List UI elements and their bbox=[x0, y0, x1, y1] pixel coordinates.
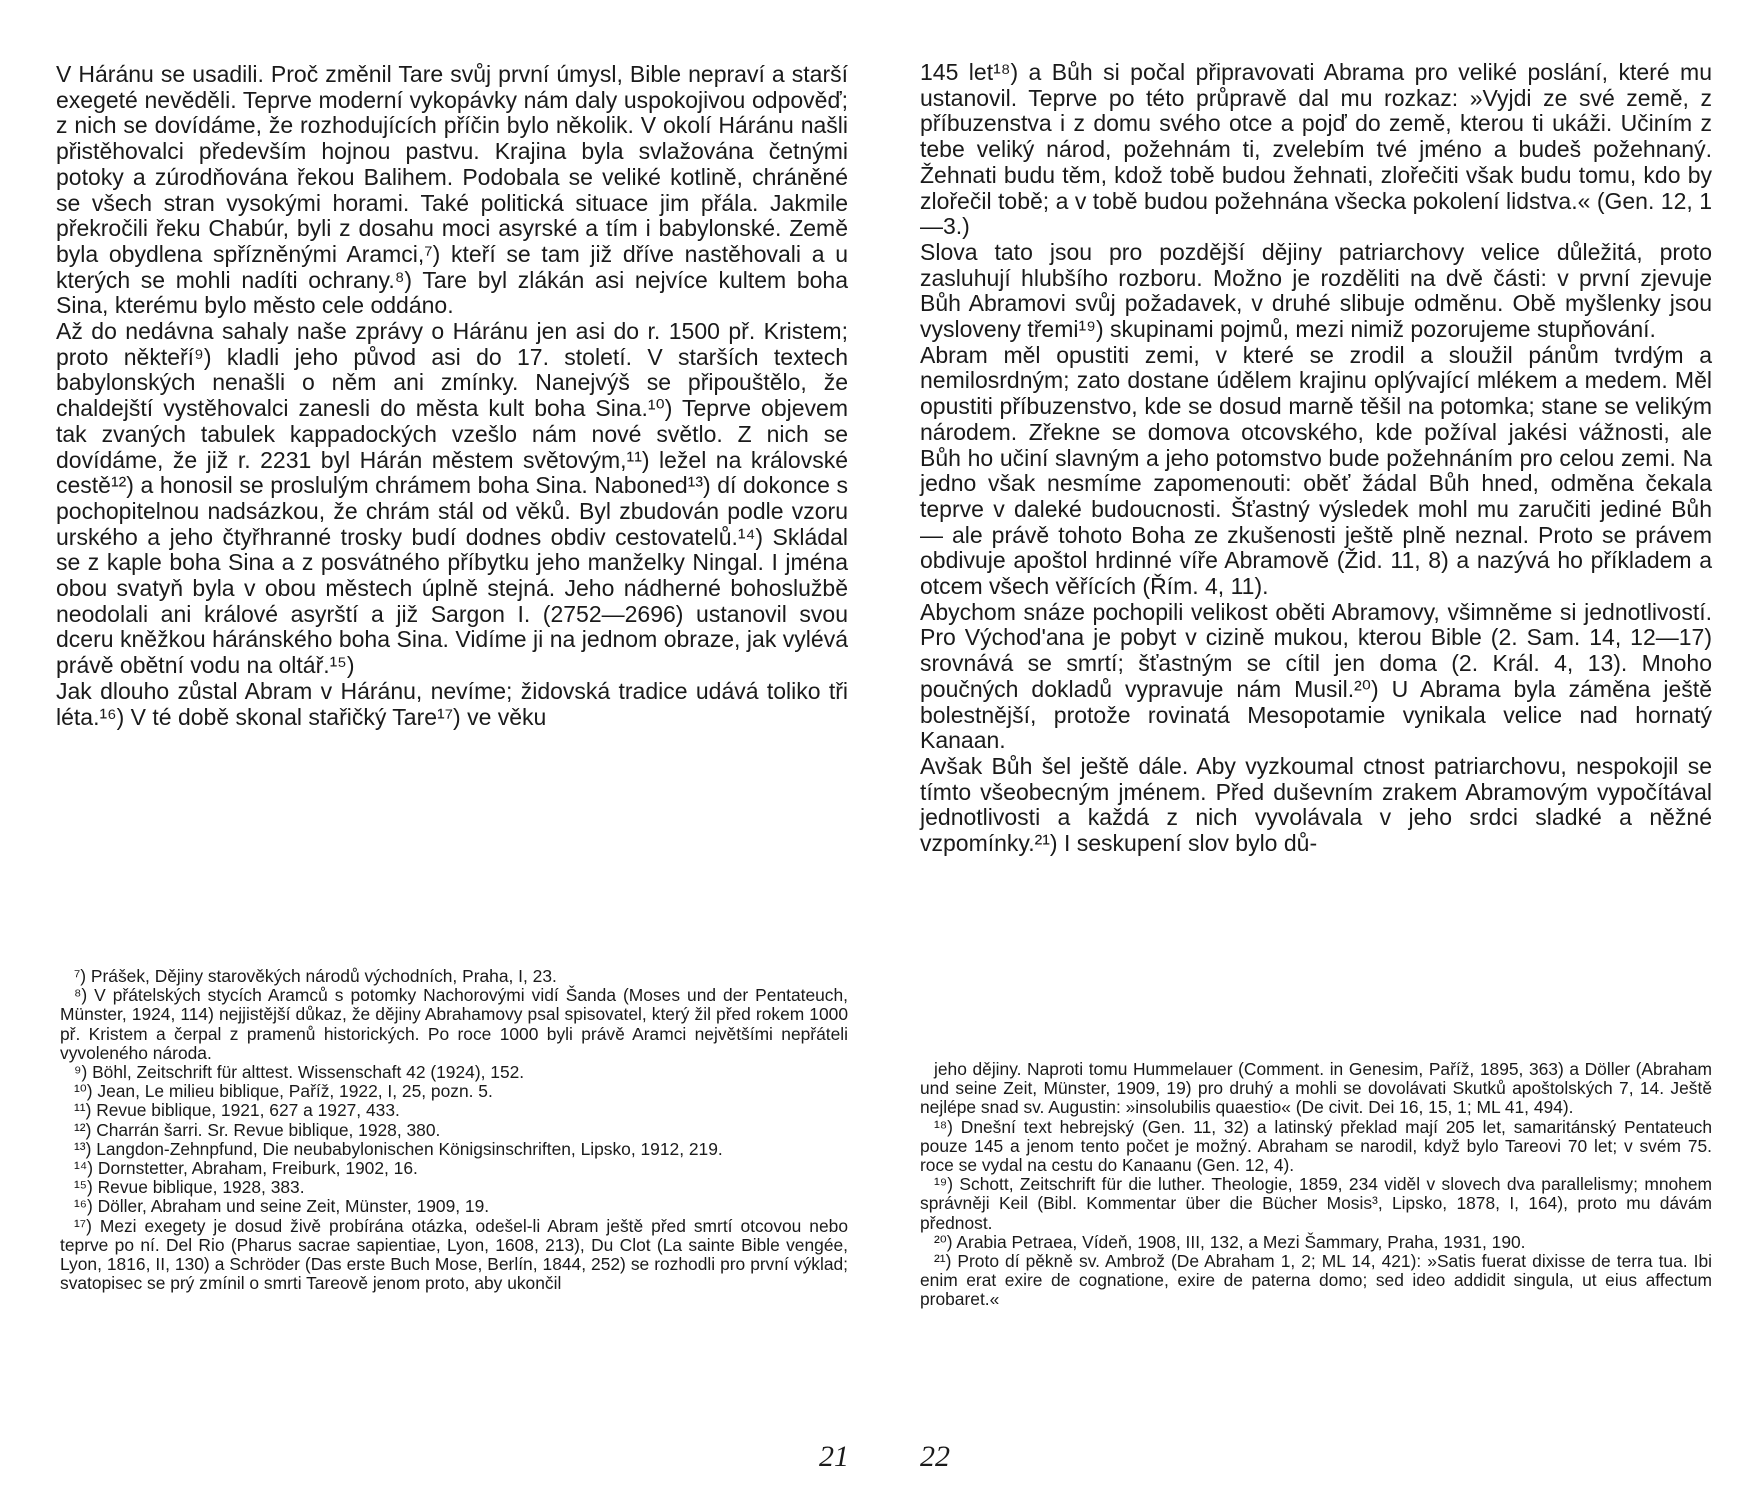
right-body-text bbox=[920, 60, 1712, 857]
footnote: ¹²) Charrán šarri. Sr. Revue biblique, 1928, 380. bbox=[74, 1119, 441, 1140]
paragraph: Slova tato jsou pro pozdější dějiny patriarchovy velice důležitá, proto zasluhují hlubšího rozboru. Možno je rozděliti na dvě části: v první zjevuje Bůh Abramovi svůj požadavek, v druhé slibuje odměnu. Obě myšlenky jsou vysloveny třemi¹⁹) skupinami pojmů, mezi nimiž pozorujeme stupňování. bbox=[920, 238, 1712, 343]
right-footnotes bbox=[920, 1060, 1712, 1310]
footnote: ⁷) Prášek, Dějiny starověkých národů východních, Praha, I, 23. bbox=[74, 966, 557, 986]
paragraph: V Háránu se usadili. Proč změnil Tare svůj první úmysl, Bible nepraví a starší exegeté nevěděli. Teprve moderní vykopávky nám daly uspokojivou odpověď; z nich se dovídáme, že rozhodujících příčin bylo několik. V okolí Háránu našli přistěhovalci především hojnou pastvu. Krajina byla svlažována četnými potoky a zúrodňována řekou Balihem. Podobala se veliké kotlině, chráněné se všech stran vysokými horami. Také politická situace jim přála. Jakmile překročili řeku Chabúr, byli z dosahu moci asyrské a tím i babylonské. Země byla obydlena spřízněnými Aramci,⁷) kteří se tam již dříve nastěhovali a u kterých se mohli nadíti ochrany.⁸) Tare byl zlákán asi nejvíce kultem boha Sina, kterému bylo město cele oddáno. bbox=[56, 61, 848, 319]
footnote: ¹⁶) Döller, Abraham und seine Zeit, Münster, 1909, 19. bbox=[74, 1196, 490, 1217]
footnote: ⁹) Böhl, Zeitschrift für alttest. Wissenschaft 42 (1924), 152. bbox=[74, 1062, 525, 1083]
paragraph: Až do nedávna sahaly naše zprávy o Háránu jen asi do r. 1500 př. Kristem; proto někteří⁹) kladli jeho původ asi do 17. století. V starších textech babylonských nenašli o něm ani zmínky. Nanejvýš se připouštělo, že chaldejští vystěhovalci zanesli do města kult boha Sina.¹⁰) Teprve objevem tak zvaných tabulek kappadockých vzešlo nám nové světlo. Z nich se dovídáme, že již r. 2231 byl Hárán městem světovým,¹¹) ležel na královské cestě¹²) a honosil se proslulým chrámem boha Sina. Naboned¹³) dí dokonce s pochopitelnou nadsázkou, že chrám stál od věků. Byl zbudován podle vzoru urského a jeho čtyřhranné trosky budí dodnes obdiv cestovatelů.¹⁴) Skládal se z kaple boha Sina a z posvátného příbytku jeho manželky Ningal. I jména obou svatyň byla v obou městech úplně stejná. Jeho nádherné bohoslužbě neodolali ani králové asyrští a již Sargon I. (2752—2696) ustanovil svou dceru kněžkou háránského boha Sina. Vidíme ji na jednom obraze, jak vylévá právě obětní vodu na oltář.¹⁵) bbox=[56, 318, 848, 679]
paragraph: 145 let¹⁸) a Bůh si počal připravovati Abrama pro veliké poslání, které mu ustanovil. Teprve po této průpravě dal mu rozkaz: »Vyjdi ze své země, z příbuzenstva i z domu svého otce a pojď do země, kterou ti ukáži. Učiním z tebe veliký národ, požehnám ti, zvelebím tvé jméno a budeš požehnaný. Žehnati budu těm, kdož tobě budou žehnati, zlořečiti však budu tomu, kdo by zlořečil tobě; a v tobě budou požehnána všecka pokolení lidstva.« (Gen. 12, 1—3.) bbox=[920, 59, 1712, 240]
paragraph: Jak dlouho zůstal Abram v Háránu, nevíme; židovská tradice udává toliko tři léta.¹⁶) V té době skonal stařičký Tare¹⁷) ve věku bbox=[56, 677, 848, 730]
footnote: ²¹) Proto dí pěkně sv. Ambrož (De Abraham 1, 2; ML 14, 421): »Satis fuerat dixisse de terra tua. Ibi enim erat exire de cognatione, exire de paterna domo; sed ideo addidit singula, ut eius affectum probaret.« bbox=[920, 1251, 1712, 1310]
page-number: 22 bbox=[920, 1440, 950, 1473]
footnote: ¹⁹) Schott, Zeitschrift für die luther. Theologie, 1859, 234 viděl v slovech dva parallelismy; mnohem správněji Keil (Bibl. Kommentar über die Bücher Mosis³, Lipsko, 1878, I, 164), proto mu dávám přednost. bbox=[920, 1174, 1712, 1233]
left-body-text bbox=[56, 62, 848, 730]
footnote: ²⁰) Arabia Petraea, Vídeň, 1908, III, 132, a Mezi Šammary, Praha, 1931, 190. bbox=[934, 1231, 1526, 1252]
footnote: ¹⁸) Dnešní text hebrejský (Gen. 11, 32) a latinský překlad mají 205 let, samaritánský Pentateuch pouze 145 a jenom tento počet je možný. Abraham se narodil, když bylo Tareovi 70 let; v svém 75. roce se vydal na cestu do Kanaanu (Gen. 12, 4). bbox=[920, 1116, 1712, 1176]
footnote: ¹⁴) Dornstetter, Abraham, Freiburk, 1902, 16. bbox=[74, 1158, 418, 1179]
footnote: ¹⁷) Mezi exegety je dosud živě probírána otázka, odešel-li Abram ještě před smrtí otcovou nebo teprve po ní. Del Rio (Pharus sacrae sapientiae, Lyon, 1608, 213), Du Clot (La sainte Bible vengée, Lyon, 1816, II, 130) a Schröder (Das erste Buch Mose, Berlín, 1844, 252) se rozhodli pro první výklad; svatopisec se prý zmínil o smrti Tareově jenom proto, aby ukončil bbox=[60, 1215, 848, 1294]
footnote-continuation: jeho dějiny. Naproti tomu Hummelauer (Comment. in Genesim, Paříž, 1895, 363) a Döller (Abraham und seine Zeit, Münster, 1909, 19) pro druhý a mohli se dovolávati Skutků apoštolských 7, 14. Ještě nejlépe snad sv. Augustin: »insolubilis quaestio« (De civit. Dei 16, 15, 1; ML 41, 494). bbox=[920, 1059, 1712, 1118]
paragraph: Abram měl opustiti zemi, v které se zrodil a sloužil pánům tvrdým a nemilosrdným; zato dostane údělem krajinu oplývající mlékem a medem. Měl opustiti příbuzenstvo, kde se dosud marně těšil na potomka; stane se velikým národem. Zřekne se domova otcovského, kde požíval jakési vážnosti, ale Bůh ho učiní slavným a jeho potomstvo bude požehnáním pro celou zemi. Na jedno však nesmíme zapomenouti: oběť žádal Bůh hned, odměna čekala teprve v daleké budoucnosti. Šťastný výsledek mohl mu zaručiti jediné Bůh — ale právě tohoto Boha ze zkušenosti ještě plně neznal. Proto se právem obdivuje apoštol hrdinné víře Abramově (Žid. 11, 8) a nazývá ho příkladem a otcem všech věřících (Řím. 4, 11). bbox=[920, 341, 1712, 600]
paragraph: Avšak Bůh šel ještě dále. Aby vyzkoumal ctnost patriarchovu, nespokojil se tímto všeobecným jménem. Před duševním zrakem Abramovým vypočítával jednotlivosti a každá z nich vyvolávala v jeho srdci sladké a něžné vzpomínky.²¹) I seskupení slov bylo dů- bbox=[920, 752, 1712, 857]
left-footnotes bbox=[60, 967, 848, 1293]
right-page bbox=[878, 0, 1756, 1500]
paragraph: Abychom snáze pochopili velikost oběti Abramovy, všimněme si jednotlivostí. Pro Východ'ana je pobyt v cizině mukou, kterou Bible (2. Sam. 14, 12—17) srovnává se smrtí; šťastným se cítil jen doma (2. Král. 4, 13). Mnoho poučných dokladů vypravuje nám Musil.²⁰) U Abrama byla záměna ještě bolestnější, protože rovinatá Mesopotamie vynikala velice nad hornatý Kanaan. bbox=[920, 598, 1712, 754]
footnote: ¹³) Langdon-Zehnpfund, Die neubabylonischen Königsinschriften, Lipsko, 1912, 219. bbox=[74, 1138, 723, 1159]
footnote: ¹⁰) Jean, Le milieu biblique, Paříž, 1922, I, 25, pozn. 5. bbox=[74, 1081, 493, 1102]
footnote: ¹¹) Revue biblique, 1921, 627 a 1927, 433. bbox=[74, 1100, 400, 1121]
page-number: 21 bbox=[819, 1440, 849, 1473]
footnote: ⁸) V přátelských stycích Aramců s potomky Nachorovými vidí Šanda (Moses und der Pentateuch, Münster, 1924, 114) nejjistější důkaz, že dějiny Abrahamovy psal spisovatel, který žil před rokem 1000 př. Kristem a čerpal z pramenů historických. Po roce 1000 byli právě Aramci největšími nepřáteli vyvoleného národa. bbox=[60, 985, 848, 1063]
footnote: ¹⁵) Revue biblique, 1928, 383. bbox=[74, 1177, 305, 1198]
